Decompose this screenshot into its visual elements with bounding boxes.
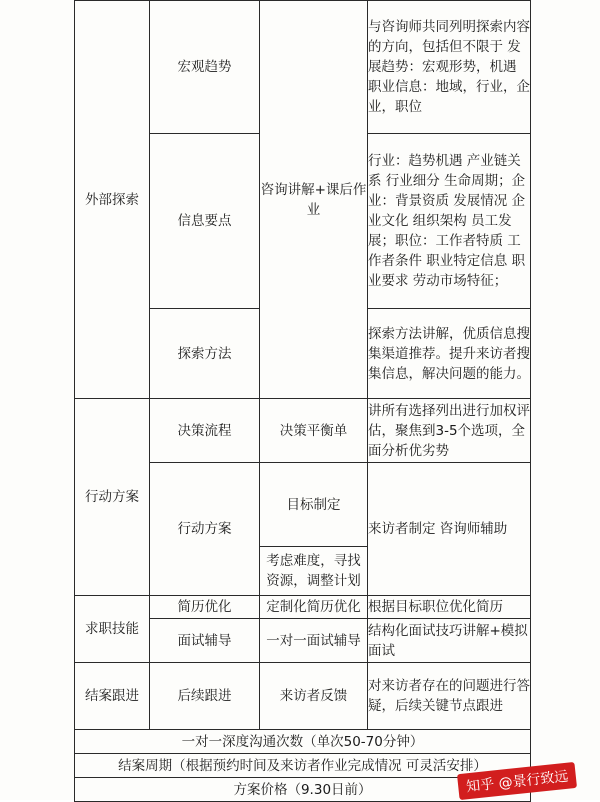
table-row	[75, 1, 531, 134]
sub-resume: 简历优化	[150, 596, 260, 619]
category-action: 行动方案	[75, 399, 150, 596]
desc-explore-method: 探索方法讲解，优质信息搜集渠道推荐。提升来访者搜集信息，解决问题的能力。	[368, 309, 531, 399]
price-row: 方案价格（9.30日前）	[75, 778, 531, 802]
method-interview: 一对一面试辅导	[260, 619, 368, 663]
method-resume: 定制化简历优化	[260, 596, 368, 619]
watermark-text: 知乎 @景行致远	[465, 768, 569, 796]
table-row	[75, 399, 531, 463]
sub-action-plan: 行动方案	[150, 463, 260, 596]
table-row	[75, 596, 531, 619]
sub-followup: 后续跟进	[150, 663, 260, 730]
desc-interview: 结构化面试技巧讲解+模拟面试	[368, 619, 531, 663]
desc-decision: 讲所有选择列出进行加权评估，聚焦到3-5个选项，全面分析优劣势	[368, 399, 531, 463]
method-adjust-plan: 考虑难度，寻找资源，调整计划	[260, 547, 368, 596]
method-feedback: 来访者反馈	[260, 663, 368, 730]
method-goal-setting: 目标制定	[260, 463, 368, 547]
desc-followup: 对来访者存在的问题进行答疑，后续关键节点跟进	[368, 663, 531, 730]
method-external: 咨询讲解+课后作业	[260, 1, 368, 399]
sub-interview: 面试辅导	[150, 619, 260, 663]
table-row	[75, 730, 531, 754]
desc-action-plan: 来访者制定 咨询师辅助	[368, 463, 531, 596]
desc-macro-trend: 与咨询师共同列明探索内容的方向，包括但不限于 发展趋势：宏观形势，机遇 职业信息：地域，行业，企业，职位	[368, 1, 531, 134]
sub-explore-method: 探索方法	[150, 309, 260, 399]
category-closing: 结案跟进	[75, 663, 150, 730]
category-external: 外部探索	[75, 1, 150, 399]
sub-macro-trend: 宏观趋势	[150, 1, 260, 134]
desc-info-points: 行业：趋势机遇 产业链关系 行业细分 生命周期；企业：背景资质 发展情况 企业文化 组织架构 员工发展；职位：工作者特质 工作者条件 职业特定信息 职业要求 劳动市场特征；	[368, 134, 531, 309]
service-plan-table	[74, 0, 531, 802]
category-job-skills: 求职技能	[75, 596, 150, 663]
table-row	[75, 663, 531, 730]
desc-resume: 根据目标职位优化简历	[368, 596, 531, 619]
method-decision-balance: 决策平衡单	[260, 399, 368, 463]
period-row: 结案周期（根据预约时间及来访者作业完成情况 可灵活安排）	[75, 754, 531, 778]
sub-info-points: 信息要点	[150, 134, 260, 309]
sub-decision-flow: 决策流程	[150, 399, 260, 463]
sessions-row: 一对一深度沟通次数（单次50-70分钟）	[75, 730, 531, 754]
